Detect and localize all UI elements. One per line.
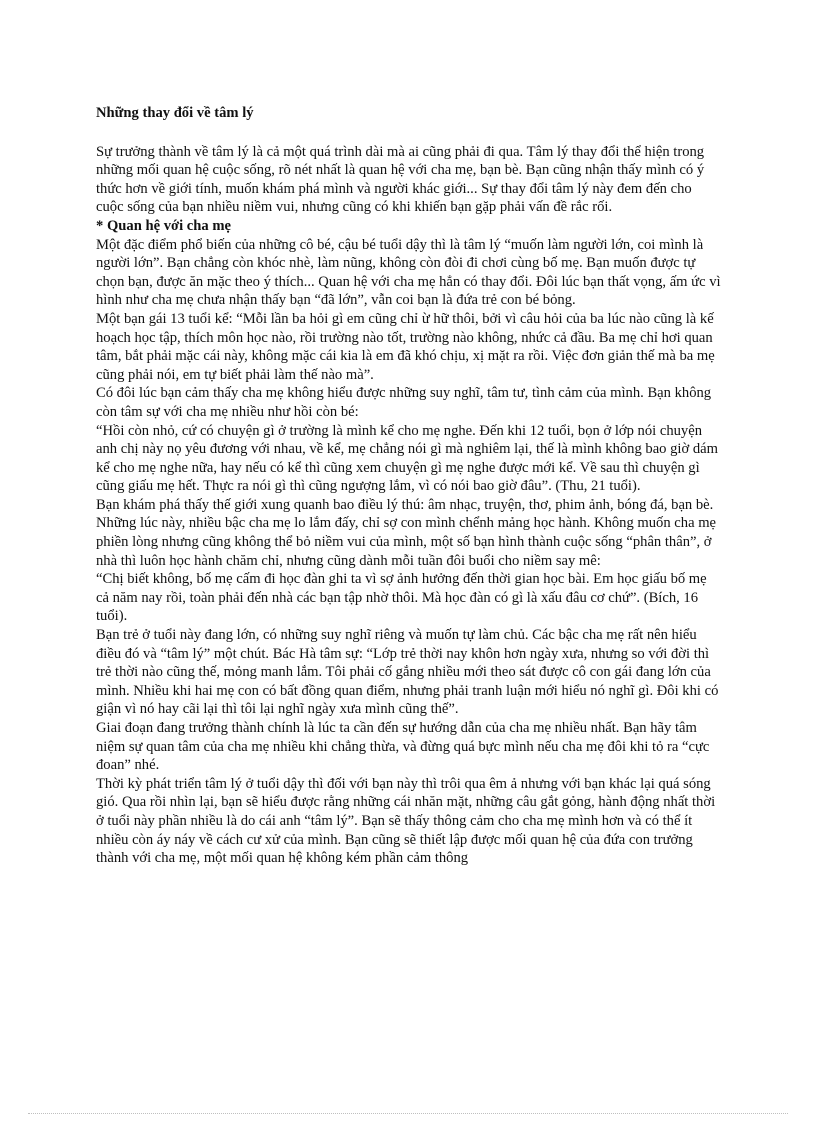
section-heading: * Quan hệ với cha mẹ (96, 217, 231, 234)
document-page (96, 104, 722, 868)
intro-paragraph: Sự trưởng thành về tâm lý là cả một quá trình dài mà ai cũng phải đi qua. Tâm lý thay đổi thể hiện trong những mối quan hệ cuộc sống, rõ nét nhất là quan hệ với cha mẹ, bạn bè. Bạn cũng nhận thấy mình có ý thức hơn về giới tính, muốn khám phá mình và người khác giới... Sự thay đổi tâm lý này đem đến cho cuộc sống của bạn nhiều niềm vui, nhưng cũng có khi khiến bạn gặp phải vấn đề rắc rối. (96, 143, 705, 216)
body-paragraph: Một đặc điểm phổ biến của những cô bé, cậu bé tuổi dậy thì là tâm lý “muốn làm người lớn, coi mình là người lớn”. Bạn chẳng còn khóc nhè, làm nũng, không còn đòi đi chơi cùng bố mẹ. Bạn muốn được tự chọn bạn, được ăn mặc theo ý thích... Quan hệ với cha mẹ hẳn có thay đổi. Đôi lúc bạn thất vọng, ấm ức vì hình như cha mẹ chưa nhận thấy bạn “đã lớn”, vẫn coi bạn là đứa trẻ con bé bỏng. (96, 236, 721, 309)
page-bottom-divider (28, 1113, 788, 1114)
body-paragraph: Bạn trẻ ở tuổi này đang lớn, có những suy nghĩ riêng và muốn tự làm chủ. Các bậc cha mẹ rất nên hiểu điều đó và “tâm lý” một chút. Bác Hà tâm sự: “Lớp trẻ thời nay khôn hơn ngày xưa, nhưng so với đời thì trẻ thời nào cũng thế, mỏng manh lắm. Tôi phải cố gắng nhiều mới theo sát được cô con gái đang lớn của mình. Nhiều khi hai mẹ con có bất đồng quan điểm, nhưng phải tranh luận mới hiểu nó nghĩ gì. Đôi khi có giận vì nó hay cãi lại thì tôi lại nghĩ ngày xưa mình cũng thế”. (96, 627, 719, 718)
body-paragraph: Có đôi lúc bạn cảm thấy cha mẹ không hiểu được những suy nghĩ, tâm tư, tình cảm của mình. Bạn không còn tâm sự với cha mẹ nhiều như hồi còn bé: (96, 385, 712, 420)
document-title: Những thay đổi về tâm lý (96, 105, 254, 121)
body-paragraph: “Hồi còn nhỏ, cứ có chuyện gì ở trường là mình kể cho mẹ nghe. Đến khi 12 tuổi, bọn ở lớp nói chuyện anh chị này nọ yêu đương với nhau, về kể, mẹ chẳng nói gì mà nghiêm lại, thế là mình không bao giờ dám kể cho mẹ nghe nữa, hay nếu có kể thì cũng xem chuyện gì mẹ nghe được mới kể. Về sau thì chuyện gì cũng giấu mẹ hết. Thực ra nói gì thì cũng ngượng lắm, vì có nói bao giờ đâu”. (Thu, 21 tuổi). (96, 422, 718, 495)
body-paragraph: Một bạn gái 13 tuổi kể: “Mỗi lần ba hỏi gì em cũng chỉ ừ hữ thôi, bởi vì câu hỏi của ba lúc nào cũng là kế hoạch học tập, thích môn học nào, rồi trường nào tốt, trường nào không, nhức cả đầu. Ba mẹ chỉ hơi quan tâm, bắt phải mặc cái này, không mặc cái kia là em đã khó chịu, xị mặt ra rồi. Việc đơn giản thế mà ba mẹ cũng phải nói, em tự biết phải làm thế nào mà”. (96, 310, 715, 383)
body-paragraph: “Chị biết không, bố mẹ cấm đi học đàn ghi ta vì sợ ảnh hưởng đến thời gian học bài. Em học giấu bố mẹ cả năm nay rồi, toàn phải đến nhà các bạn tập nhờ thôi. Mà học đàn có gì là xấu đâu cơ chứ”. (Bích, 16 tuổi). (96, 571, 707, 625)
body-paragraph: Thời kỳ phát triển tâm lý ở tuổi dậy thì đối với bạn này thì trôi qua êm ả nhưng với bạn khác lại quá sóng gió. Qua rồi nhìn lại, bạn sẽ hiểu được rằng những cái nhăn mặt, những câu gắt gỏng, hành động nhất thời ở tuổi này phần nhiều là do cái anh “tâm lý”. Bạn sẽ thấy thông cảm cho cha mẹ mình hơn và có thể ít nhiều còn áy náy về cách cư xử của mình. Bạn cũng sẽ thiết lập được mối quan hệ của đứa con trưởng thành với cha mẹ, một mối quan hệ không kém phần cảm thông (96, 775, 716, 867)
body-paragraph: Giai đoạn đang trưởng thành chính là lúc ta cần đến sự hướng dẫn của cha mẹ nhiều nhất. Bạn hãy tâm niệm sự quan tâm của cha mẹ nhiều khi chẳng thừa, và đừng quá bực mình nếu cha mẹ đôi khi tỏ ra “cực đoan” nhé. (96, 720, 710, 774)
body-paragraph: Bạn khám phá thấy thế giới xung quanh bao điều lý thú: âm nhạc, truyện, thơ, phim ảnh, bóng đá, bạn bè. Những lúc này, nhiều bậc cha mẹ lo lắm đấy, chỉ sợ con mình chểnh mảng học hành. Không muốn cha mẹ phiền lòng nhưng cũng không thể bỏ niềm vui của mình, một số bạn hình thành cuộc sống “phân thân”, ở nhà thì luôn học hành chăm chỉ, nhưng cũng dành mỗi tuần đôi buổi cho niềm say mê: (96, 496, 717, 569)
